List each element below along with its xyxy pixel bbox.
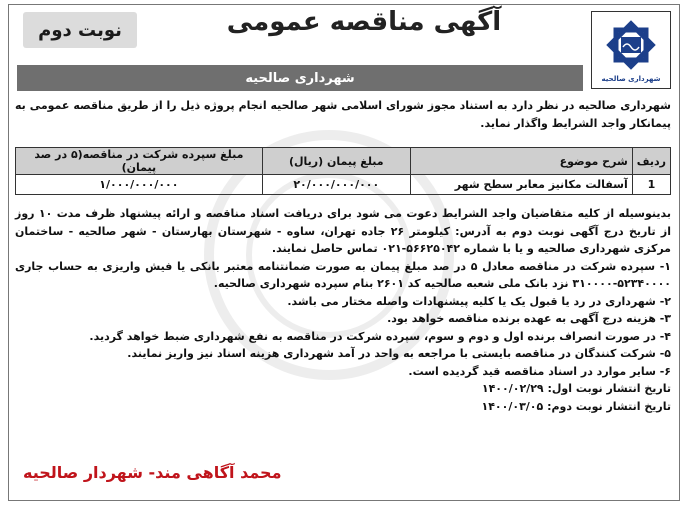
condition-item-4: ۴- در صورت انصراف برنده اول و دوم و سوم، سپرده شرکت در مناقصه به نفع شهرداری ضبط خواهد گردید. — [89, 329, 671, 343]
condition-item-5: ۵- شرکت کنندگان در مناقصه بایستی با مراجعه به واحد در آمد شهرداری هزینه اسناد نیز واریز نمایند. — [127, 347, 671, 360]
page-title: آگهی مناقصه عمومی — [226, 7, 502, 37]
intro-paragraph: شهرداری صالحیه در نظر دارد به استناد مجوز شورای اسلامی شهر صالحیه انجام پروژه ذیل را از طریق مناقصه عمومی به پیمانکار واجد الشرایط واگذار نماید. — [15, 99, 671, 130]
condition-item-3: ۳- هزینه درج آگهی به عهده برنده مناقصه خواهد بود. — [387, 312, 671, 325]
first-publication-date: تاریخ انتشار نوبت اول: ۱۴۰۰/۰۲/۲۹ — [481, 382, 671, 395]
table-header-row — [16, 148, 671, 175]
cell-subject: آسفالت مکانیز معابر سطح شهر — [410, 175, 632, 195]
logo-caption: شهرداری صالحیه — [601, 75, 661, 83]
cell-contract-amount: ۲۰/۰۰۰/۰۰۰/۰۰۰ — [293, 178, 380, 191]
table-row — [16, 175, 671, 195]
condition-item-6: ۶- سایر موارد در اسناد مناقصه قید گردیده است. — [408, 364, 671, 378]
cell-deposit-amount: ۱/۰۰۰/۰۰۰/۰۰۰ — [99, 178, 179, 191]
tender-table — [15, 147, 671, 195]
notice-frame — [8, 4, 680, 501]
municipality-logo — [591, 11, 671, 89]
organization-banner: شهرداری صالحیه — [17, 65, 583, 91]
second-publication-date: تاریخ انتشار نوبت دوم: ۱۴۰۰/۰۳/۰۵ — [481, 399, 671, 413]
header-deposit-amount: مبلغ سپرده شرکت در مناقصه(۵ در صد پیمان) — [16, 148, 263, 175]
header-contract-amount: مبلغ پیمان (ریال) — [262, 148, 410, 175]
header-row-number: ردیف — [632, 148, 670, 175]
header-subject: شرح موضوع — [410, 148, 632, 175]
municipality-emblem-icon — [602, 16, 660, 74]
mayor-signature: محمد آگاهی مند- شهردار صالحیه — [23, 463, 282, 482]
invitation-paragraph: بدینوسیله از کلیه متقاضیان واجد الشرایط دعوت می شود برای دریافت اسناد مناقصه و ارائه پیشنهاد ظرف مدت ۱۰ روز از تاریخ درج آگهی نوبت دوم به آدرس: کیلومتر ۲۶ جاده تهران، ساوه - شهرستان بهارستان - شهر صالحیه - ساختمان مرکزی شهرداری صالحیه و یا با شماره ۵۶۶۲۵۰۴۲-۰۲۱ تماس حاصل نمایند. — [15, 207, 671, 255]
notice-body — [15, 205, 671, 415]
condition-item-2: ۲- شهرداری در رد یا قبول یک یا کلیه پیشنهادات واصله مختار می باشد. — [287, 294, 671, 308]
publication-round-badge: نوبت دوم — [23, 12, 137, 48]
condition-item-1: ۱- سپرده شرکت در مناقصه معادل ۵ در صد مبلغ پیمان به صورت ضمانتنامه معتبر بانکی یا فیش واریزی به حساب جاری ۵۲۳۴۰۰۰۰-۳۱۰۰۰۰ نزد بانک ملی شعبه صالحیه کد ۲۶۰۱ بنام سپرده شهرداری صالحیه. — [15, 259, 671, 290]
cell-row-number: 1 — [632, 175, 670, 195]
